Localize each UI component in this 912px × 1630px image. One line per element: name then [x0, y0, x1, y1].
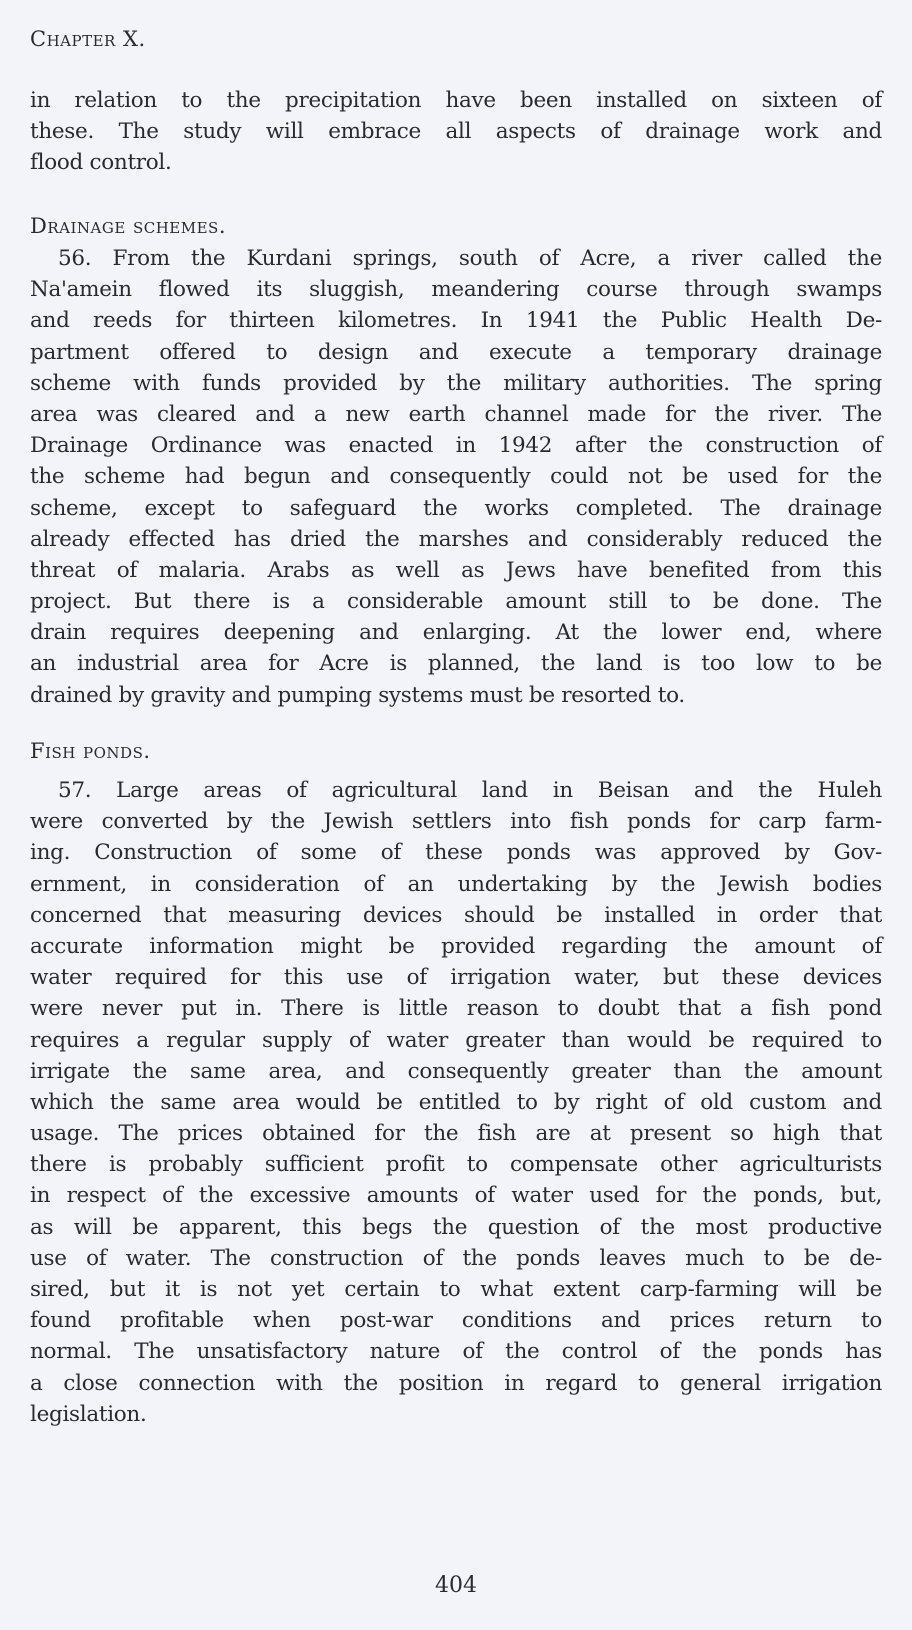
text-line: as will be apparent, this begs the question of the most productive	[30, 1214, 882, 1240]
text-line: project. But there is a considerable amount still to be done. The	[30, 589, 882, 615]
text-line: 56. From the Kurdani springs, south of Acre, a river called the	[58, 246, 882, 271]
section-heading: Fish ponds.	[30, 739, 151, 763]
text-line: ernment, in consideration of an undertaking by the Jewish bodies	[30, 871, 882, 897]
text-line: partment offered to design and execute a temporary drainage	[30, 339, 882, 365]
text-line: Drainage Ordinance was enacted in 1942 after the construction of	[30, 433, 882, 459]
text-line: normal. The unsatisfactory nature of the control of the ponds has	[30, 1339, 882, 1365]
text-line: found profitable when post-war conditions and prices return to	[30, 1308, 882, 1334]
text-line: already effected has dried the marshes and considerably reduced the	[30, 526, 882, 552]
text-line: in relation to the precipitation have been installed on sixteen of	[30, 88, 882, 113]
text-line: in respect of the excessive amounts of water used for the ponds, but,	[30, 1183, 882, 1209]
text-line: drain requires deepening and enlarging. At the lower end, where	[30, 620, 882, 646]
text-line: accurate information might be provided regarding the amount of	[30, 933, 882, 959]
paragraph-56	[30, 243, 882, 711]
text-line: the scheme had begun and consequently could not be used for the	[30, 464, 882, 490]
text-line: there is probably sufficient profit to compensate other agriculturists	[30, 1152, 882, 1178]
text-line: flood control.	[30, 150, 172, 176]
page-number: 404	[435, 1573, 477, 1598]
text-line: irrigate the same area, and consequently greater than the amount	[30, 1058, 882, 1084]
text-line: sired, but it is not yet certain to what extent carp-farming will be	[30, 1277, 882, 1302]
text-line: threat of malaria. Arabs as well as Jews have benefited from this	[30, 557, 882, 583]
text-line: these. The study will embrace all aspects of drainage work and	[30, 119, 882, 145]
text-line: were converted by the Jewish settlers into fish ponds for carp farm-	[30, 809, 882, 835]
text-line: legislation.	[30, 1401, 147, 1427]
text-line: were never put in. There is little reason to doubt that a fish pond	[30, 996, 882, 1022]
chapter-header	[30, 24, 882, 55]
text-line: ing. Construction of some of these ponds was approved by Gov-	[30, 840, 882, 866]
section-heading: Drainage schemes.	[30, 214, 226, 238]
text-line: concerned that measuring devices should be installed in order that	[30, 902, 882, 928]
text-line: water required for this use of irrigation water, but these devices	[30, 965, 882, 991]
paragraph-57	[30, 775, 882, 1430]
text-line: scheme with funds provided by the military authorities. The spring	[30, 370, 882, 396]
text-line: area was cleared and a new earth channel made for the river. The	[30, 401, 882, 427]
text-line: which the same area would be entitled to by right of old custom and	[30, 1089, 882, 1115]
text-line: an industrial area for Acre is planned, the land is too low to be	[30, 651, 882, 677]
section-heading-fish	[30, 736, 882, 767]
text-line: requires a regular supply of water greater than would be required to	[30, 1027, 882, 1053]
text-line: a close connection with the position in regard to general irrigation	[30, 1370, 882, 1396]
text-line: 57. Large areas of agricultural land in Beisan and the Huleh	[58, 778, 882, 803]
text-line: use of water. The construction of the ponds leaves much to be de-	[30, 1245, 882, 1271]
text-line: usage. The prices obtained for the fish are at present so high that	[30, 1121, 882, 1147]
text-line: Na'amein flowed its sluggish, meandering course through swamps	[30, 277, 882, 303]
text-line: scheme, except to safeguard the works completed. The drainage	[30, 495, 882, 521]
intro-paragraph	[30, 85, 882, 179]
text-line: and reeds for thirteen kilometres. In 1941 the Public Health De-	[30, 308, 882, 334]
section-heading-drainage	[30, 211, 882, 242]
text-line: drained by gravity and pumping systems must be resorted to.	[30, 682, 685, 708]
chapter-heading: Chapter X.	[30, 27, 146, 51]
